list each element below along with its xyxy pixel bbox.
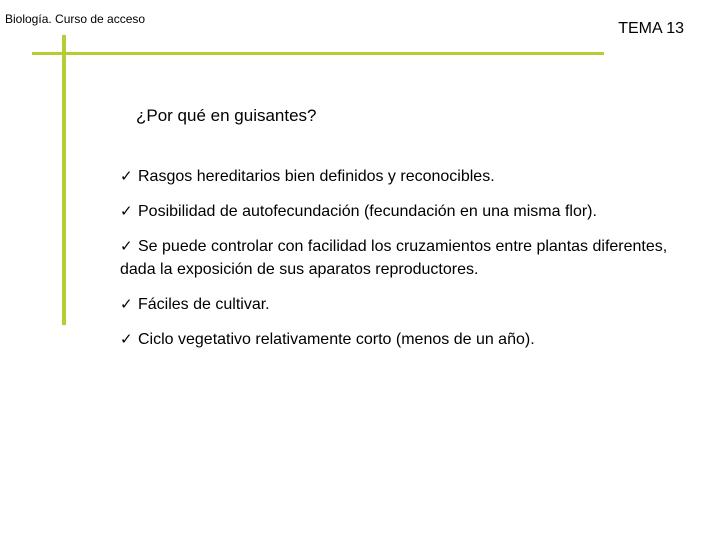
bullet-item (120, 200, 700, 223)
checkmark-icon: ✓ (120, 330, 133, 348)
slide-subtitle: ¿Por qué en guisantes? (136, 106, 317, 125)
bullet-item (120, 293, 700, 316)
checkmark-icon: ✓ (120, 237, 133, 255)
bullet-list (120, 165, 700, 363)
bullet-text: Ciclo vegetativo relativamente corto (menos de un año). (138, 331, 535, 348)
checkmark-icon: ✓ (120, 295, 133, 313)
course-label: Biología. Curso de acceso (5, 12, 146, 26)
bullet-text: Rasgos hereditarios bien definidos y reconocibles. (138, 168, 495, 185)
checkmark-icon: ✓ (120, 167, 133, 185)
bullet-text: Posibilidad de autofecundación (fecundación en una misma flor). (138, 203, 597, 220)
bullet-item (120, 328, 700, 351)
accent-vertical-bar (62, 35, 66, 325)
bullet-text: Se puede controlar con facilidad los cruzamientos entre plantas diferentes, dada la exposición de sus aparatos reproductores. (120, 238, 668, 278)
checkmark-icon: ✓ (120, 202, 133, 220)
bullet-text: Fáciles de cultivar. (138, 296, 270, 313)
bullet-item (120, 165, 700, 188)
accent-horizontal-bar (32, 52, 604, 55)
topic-label: TEMA 13 (618, 20, 684, 37)
bullet-item (120, 235, 700, 281)
